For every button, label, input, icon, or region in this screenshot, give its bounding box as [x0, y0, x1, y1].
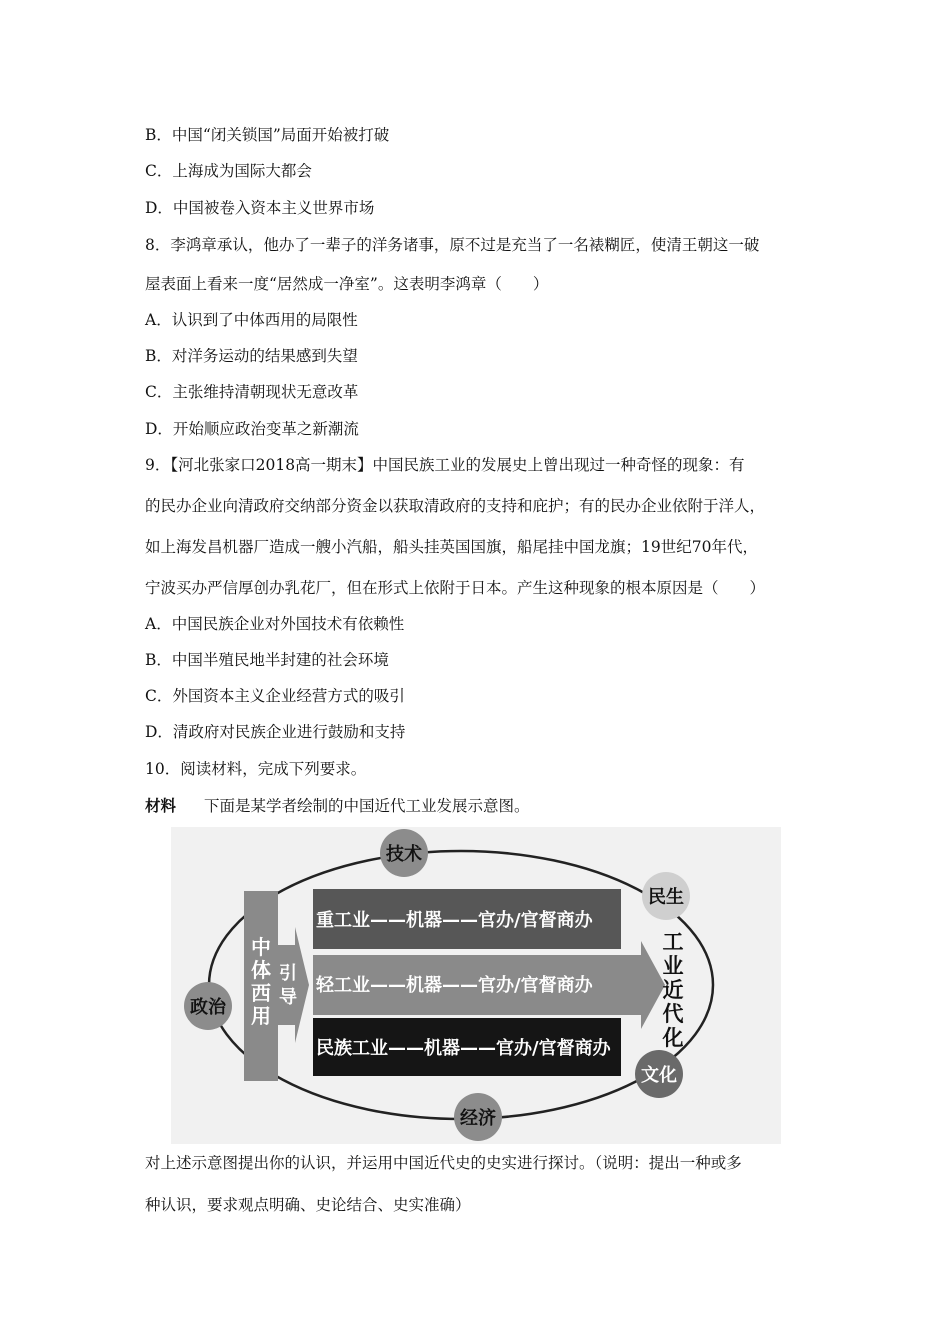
- guide-char-1: 引: [279, 963, 297, 984]
- goal-char-2: 业: [662, 954, 684, 978]
- option-c-7: C．上海成为国际大都会: [145, 162, 312, 180]
- task-line1: 对上述示意图提出你的认识，并运用中国近代史的史实进行探讨。（说明：提出一种或多: [145, 1154, 742, 1172]
- material-line: [145, 795, 530, 817]
- pillar-char-4: 用: [251, 1004, 271, 1028]
- option-a-9: A．中国民族企业对外国技术有依赖性: [145, 615, 405, 633]
- row-light-label: 轻工业——机器——官办/官督商办: [316, 975, 593, 996]
- option-d-7: D．中国被卷入资本主义世界市场: [145, 199, 375, 217]
- pillar-char-1: 中: [251, 935, 271, 959]
- question-8-line1: 8．李鸿章承认，他办了一辈子的洋务诸事，原不过是充当了一名裱糊匠，使清王朝这一破: [145, 236, 760, 254]
- node-minsheng-label: 民生: [648, 887, 684, 908]
- option-b-8: B．对洋务运动的结果感到失望: [145, 347, 358, 365]
- option-c-9: C．外国资本主义企业经营方式的吸引: [145, 687, 405, 705]
- question-10: 10．阅读材料，完成下列要求。: [145, 760, 367, 778]
- goal-char-4: 代: [662, 1002, 684, 1026]
- question-9-line2: 的民办企业向清政府交纳部分资金以获取清政府的支持和庇护；有的民办企业依附于洋人，: [145, 497, 766, 515]
- question-8-line2: 屋表面上看来一度“居然成一净室”。这表明李鸿章（ ）: [145, 275, 549, 293]
- option-d-9: D．清政府对民族企业进行鼓励和支持: [145, 723, 406, 741]
- node-politics-label: 政治: [190, 997, 226, 1018]
- row-heavy-label: 重工业——机器——官办/官督商办: [316, 910, 593, 931]
- pillar-char-2: 体: [251, 958, 271, 982]
- goal-char-5: 化: [662, 1026, 684, 1050]
- node-economy-label: 经济: [460, 1108, 496, 1129]
- industry-diagram: [171, 827, 781, 1144]
- option-d-8: D．开始顺应政治变革之新潮流: [145, 420, 359, 438]
- task-line2: 种认识，要求观点明确、史论结合、史实准确）: [145, 1196, 471, 1214]
- guide-char-2: 导: [279, 987, 297, 1008]
- pillar-char-3: 西: [251, 981, 271, 1005]
- material-text: 下面是某学者绘制的中国近代工业发展示意图。: [204, 797, 530, 815]
- node-culture-label: 文化: [641, 1065, 677, 1086]
- row-national-label: 民族工业——机器——官办/官督商办: [316, 1038, 611, 1059]
- question-9-line1: 9．【河北张家口2018高一期末】中国民族工业的发展史上曾出现过一种奇怪的现象：有: [145, 456, 745, 474]
- option-b-9: B．中国半殖民地半封建的社会环境: [145, 651, 389, 669]
- question-9-line3: 如上海发昌机器厂造成一艘小汽船，船头挂英国国旗，船尾挂中国龙旗；19世纪70年代，: [145, 538, 758, 556]
- goal-char-1: 工: [662, 930, 684, 954]
- material-label: 材料: [145, 797, 177, 815]
- node-tech-label: 技术: [386, 844, 422, 865]
- option-c-8: C．主张维持清朝现状无意改革: [145, 383, 359, 401]
- question-9-line4: 宁波买办严信厚创办乳花厂，但在形式上依附于日本。产生这种现象的根本原因是（ ）: [145, 579, 766, 597]
- option-b-7: B．中国“闭关锁国”局面开始被打破: [145, 126, 390, 144]
- goal-char-3: 近: [662, 978, 684, 1002]
- option-a-8: A．认识到了中体西用的局限性: [145, 311, 358, 329]
